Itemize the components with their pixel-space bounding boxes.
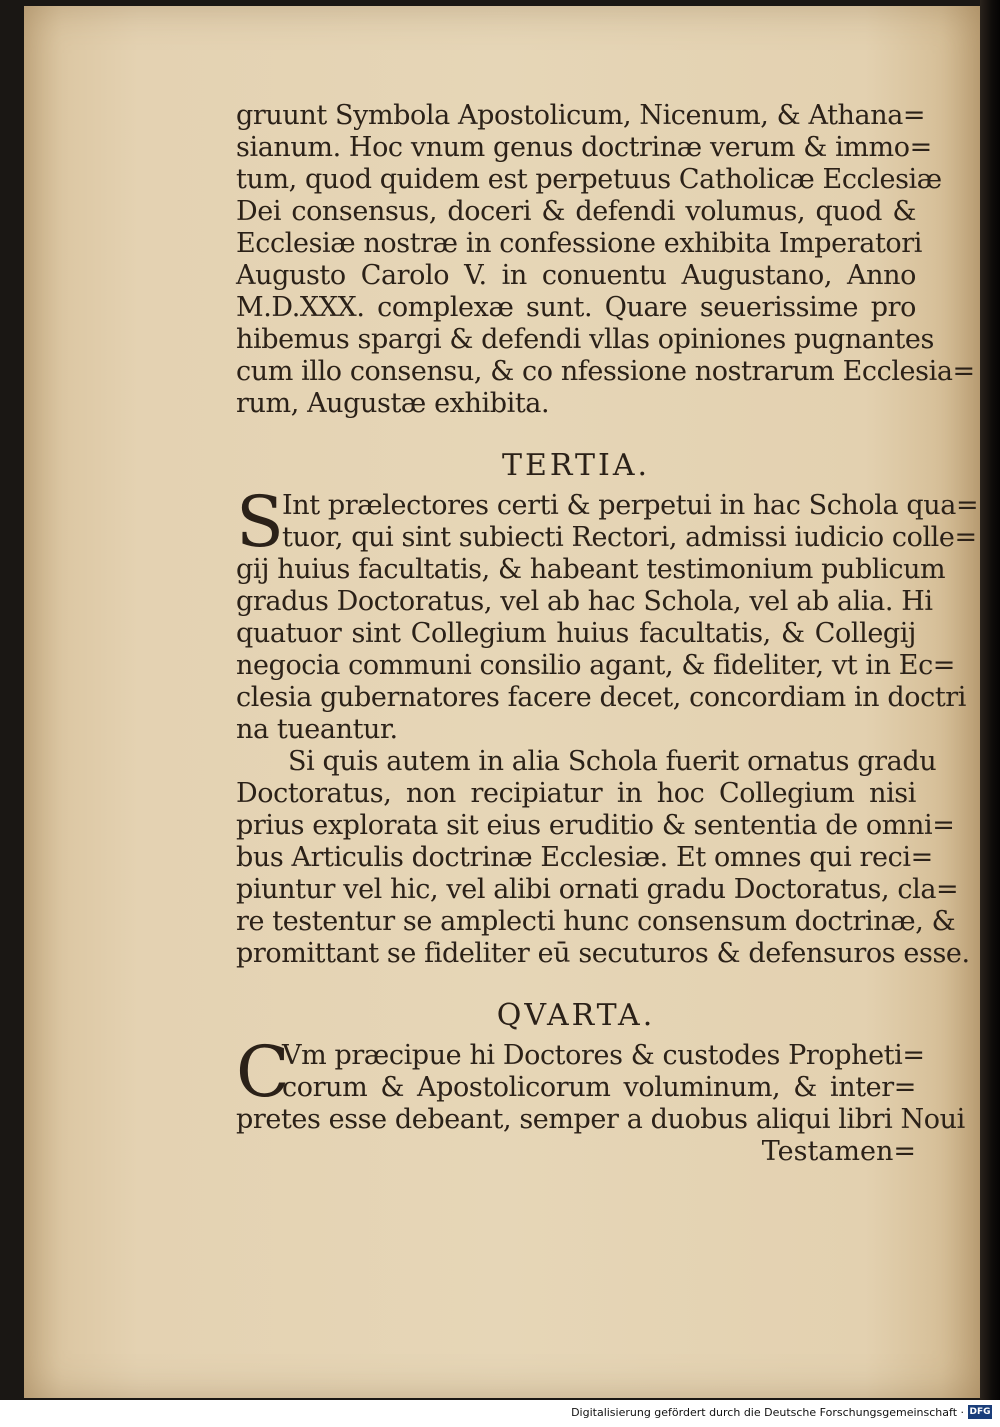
text-line: Doctoratus, non recipiatur in hoc Collegium nisi	[236, 778, 916, 809]
text-line: re testentur se amplecti hunc consensum doctrinæ, &	[236, 906, 956, 937]
text-line: negocia communi consilio agant, & fideliter, vt in Ec=	[236, 650, 956, 681]
text-line: promittant se fideliter eū secuturos & defensuros esse.	[236, 938, 970, 969]
text-line: tuor, qui sint subiecti Rectori, admissi iudicio colle=	[282, 522, 977, 553]
text-line: pretes esse debeant, semper a duobus aliqui libri Noui	[236, 1104, 965, 1135]
paragraph-3	[236, 746, 970, 970]
text-line: Augusto Carolo V. in conuentu Augustano, Anno	[236, 260, 916, 291]
text-line: Si quis autem in alia Schola fuerit ornatus gradu	[288, 746, 937, 777]
section-heading-tertia: TERTIA.	[501, 448, 651, 483]
text-line: gradus Doctoratus, vel ab hac Schola, vel ab alia. Hi	[236, 586, 933, 617]
paragraph-2	[236, 481, 979, 746]
text-line: na tueantur.	[236, 714, 398, 745]
text-line: sianum. Hoc vnum genus doctrinæ verum & immo=	[236, 132, 932, 163]
text-line: Int prælectores certi & perpetui in hac Schola qua=	[282, 490, 979, 521]
text-line: Dei consensus, doceri & defendi volumus, quod &	[236, 196, 916, 227]
text-line: rum, Augustæ exhibita.	[236, 388, 550, 419]
book-gutter-edge	[980, 0, 1000, 1400]
dfg-logo: DFG	[969, 1407, 991, 1417]
text-line: cum illo consensu, & co nfessione nostrarum Ecclesia=	[236, 356, 975, 387]
paragraph-1	[236, 100, 975, 420]
text-line: Ecclesiæ nostræ in confessione exhibita Imperatori	[236, 228, 922, 259]
text-line: bus Articulis doctrinæ Ecclesiæ. Et omnes qui reci=	[236, 842, 933, 873]
text-line: prius explorata sit eius eruditio & sententia de omni=	[236, 810, 955, 841]
text-line: clesia gubernatores facere decet, concordiam in doctri	[236, 682, 967, 713]
text-line: M.D.XXX. complexæ sunt. Quare seuerissime pro	[236, 292, 916, 323]
paragraph-4	[236, 1031, 965, 1136]
text-line: tum, quod quidem est perpetuus Catholicæ Ecclesiæ	[236, 164, 942, 195]
text-line: gij huius facultatis, & habeant testimonium publicum	[236, 554, 946, 585]
drop-initial-c: C	[236, 1031, 290, 1113]
text-line: hibemus spargi & defendi vllas opiniones pugnantes	[236, 324, 934, 355]
drop-initial-s: S	[236, 481, 284, 563]
main-text-block	[236, 100, 979, 1168]
text-line: piuntur vel hic, vel alibi ornati gradu Doctoratus, cla=	[236, 874, 959, 905]
text-line: quatuor sint Collegium huius facultatis, & Collegij	[236, 618, 916, 649]
footer-credit: Digitalisierung gefördert durch die Deutsche Forschungsgemeinschaft ·	[571, 1406, 964, 1419]
text-line: corum & Apostolicorum voluminum, & inter=	[282, 1072, 916, 1103]
catchword: Testamen=	[761, 1136, 916, 1167]
text-line: Vm præcipue hi Doctores & custodes Propheti=	[282, 1040, 925, 1071]
text-line: gruunt Symbola Apostolicum, Nicenum, & Athana=	[236, 100, 926, 131]
section-heading-quarta: QVARTA.	[496, 998, 656, 1033]
